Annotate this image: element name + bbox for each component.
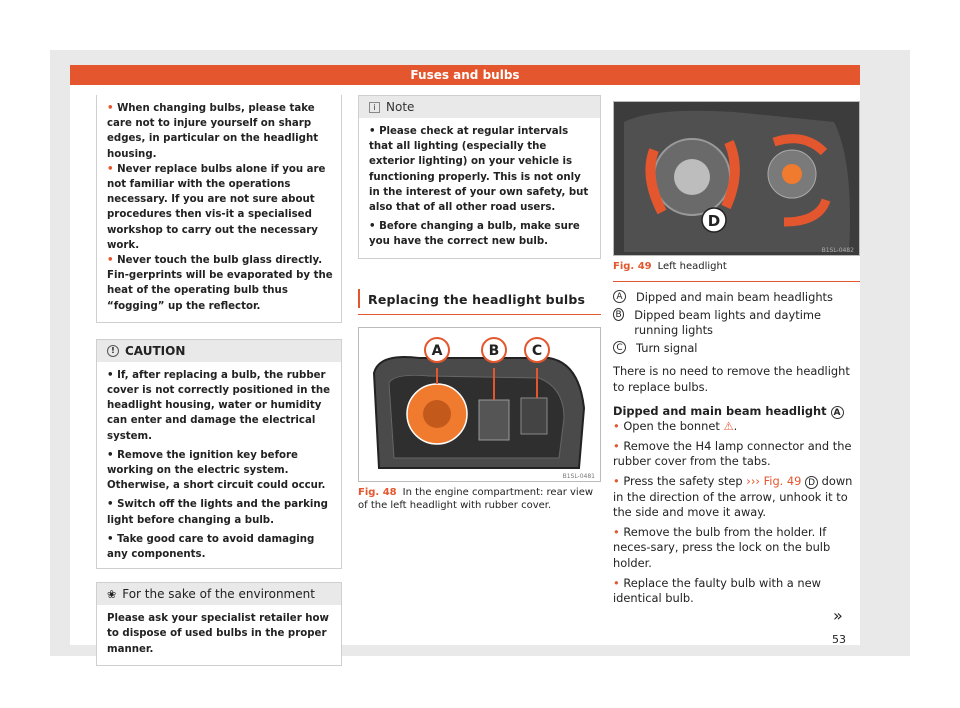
callout-label-b: B (488, 342, 500, 359)
headlight-illustration (614, 102, 859, 256)
warning-bullet-3: • Never touch the bulb glass directly. Fin-gerprints will be evaporated by the heat of the operating bulb thus “fogging” up the reflector. (107, 255, 333, 312)
note-icon: i (369, 102, 380, 113)
figure-code: B1SL-0481 (562, 472, 595, 480)
key-item-c: C Turn signal (613, 341, 860, 357)
warning-bullet-2: • Never replace bulbs alone if you are not familiar with the operations necessary. If you are not sure about procedures then vis-it a specialised workshop to carry out the necessary work. (107, 163, 326, 251)
callout-label-c: C (531, 342, 543, 359)
caution-bullet-4: • Take good care to avoid damaging any components. (107, 533, 315, 561)
leaf-icon: ❀ (107, 587, 117, 601)
key-item-b: B Dipped beam lights and daytime running lights (613, 308, 860, 339)
figure-48-caption: Fig. 48 In the engine compartment: rear view of the left headlight with rubber cover. (358, 486, 594, 511)
section-heading (358, 289, 601, 308)
right-column (613, 95, 860, 607)
callout-label-a: A (431, 342, 443, 359)
caution-bullet-2: • Remove the ignition key before working on the electric system. Otherwise, a short circuit could occur. (107, 449, 326, 492)
caution-header (97, 340, 341, 362)
environment-title: For the sake of the environment (122, 587, 315, 602)
note-title: Note (386, 100, 415, 114)
middle-column (358, 95, 601, 512)
key-list (613, 281, 860, 356)
continue-mark: » (833, 606, 843, 625)
environment-text: Please ask your specialist retailer how to dispose of used bulbs in the proper manner. (107, 613, 329, 655)
step-1: • Open the bonnet ⚠. (613, 419, 738, 434)
caution-title: CAUTION (125, 343, 186, 358)
step-3: • Press the safety step ››› Fig. 49 D down in the direction of the arrow, unhook it to the side and move it away. (613, 473, 853, 520)
page-header: Fuses and bulbs (70, 65, 860, 85)
figure-48 (358, 327, 601, 482)
figure-code: B1SL-0482 (821, 247, 854, 254)
figure-49-caption: Fig. 49 Left headlight (613, 261, 727, 272)
info-circle-icon: ! (107, 345, 119, 357)
warning-bullet-1: • When changing bulbs, please take care not to injure yourself on sharp edges, in particular on the headlight housing. (107, 103, 319, 160)
headlight-rear-illustration (359, 328, 600, 482)
note-header (359, 96, 600, 118)
subheading: Dipped and main beam headlight A (613, 404, 860, 420)
note-box (358, 95, 601, 259)
section-rule (358, 314, 601, 315)
step-2: • Remove the H4 lamp connector and the rubber cover from the tabs. (613, 438, 852, 469)
key-item-a: A Dipped and main beam headlights (613, 290, 860, 306)
step-5: • Replace the faulty bulb with a new identical bulb. (613, 575, 821, 606)
environment-box (96, 582, 342, 666)
caution-bullet-3: • Switch off the lights and the parking light before changing a bulb. (107, 499, 328, 526)
note-bullet-1: • Please check at regular intervals that all lighting (especially the exterior lighting) on your vehicle is functioning properly. This is not only in the interest of your own safety, but also that of all other road users. (369, 126, 589, 214)
intro-text: There is no need to remove the headlight to replace bulbs. (613, 364, 850, 394)
section-title: Replacing the headlight bulbs (368, 291, 586, 307)
warning-box (96, 95, 342, 323)
environment-header (97, 583, 341, 605)
figure-49 (613, 101, 860, 256)
left-column (96, 95, 342, 666)
figure-reference-link[interactable]: ››› Fig. 49 (746, 473, 802, 488)
note-bullet-2: • Before changing a bulb, make sure you have the correct new bulb. (369, 221, 580, 248)
callout-label-d: D (707, 212, 721, 230)
caution-bullet-1: • If, after replacing a bulb, the rubber cover is not correctly positioned in the headlight housing, water or humidity can enter and damage the electrical system. (107, 369, 331, 442)
step-4: • Remove the bulb from the holder. If neces-sary, press the lock on the bulb holder. (613, 524, 831, 570)
page-number: 53 (832, 633, 846, 646)
caution-box (96, 339, 342, 569)
warning-triangle-icon: ⚠ (723, 419, 734, 434)
